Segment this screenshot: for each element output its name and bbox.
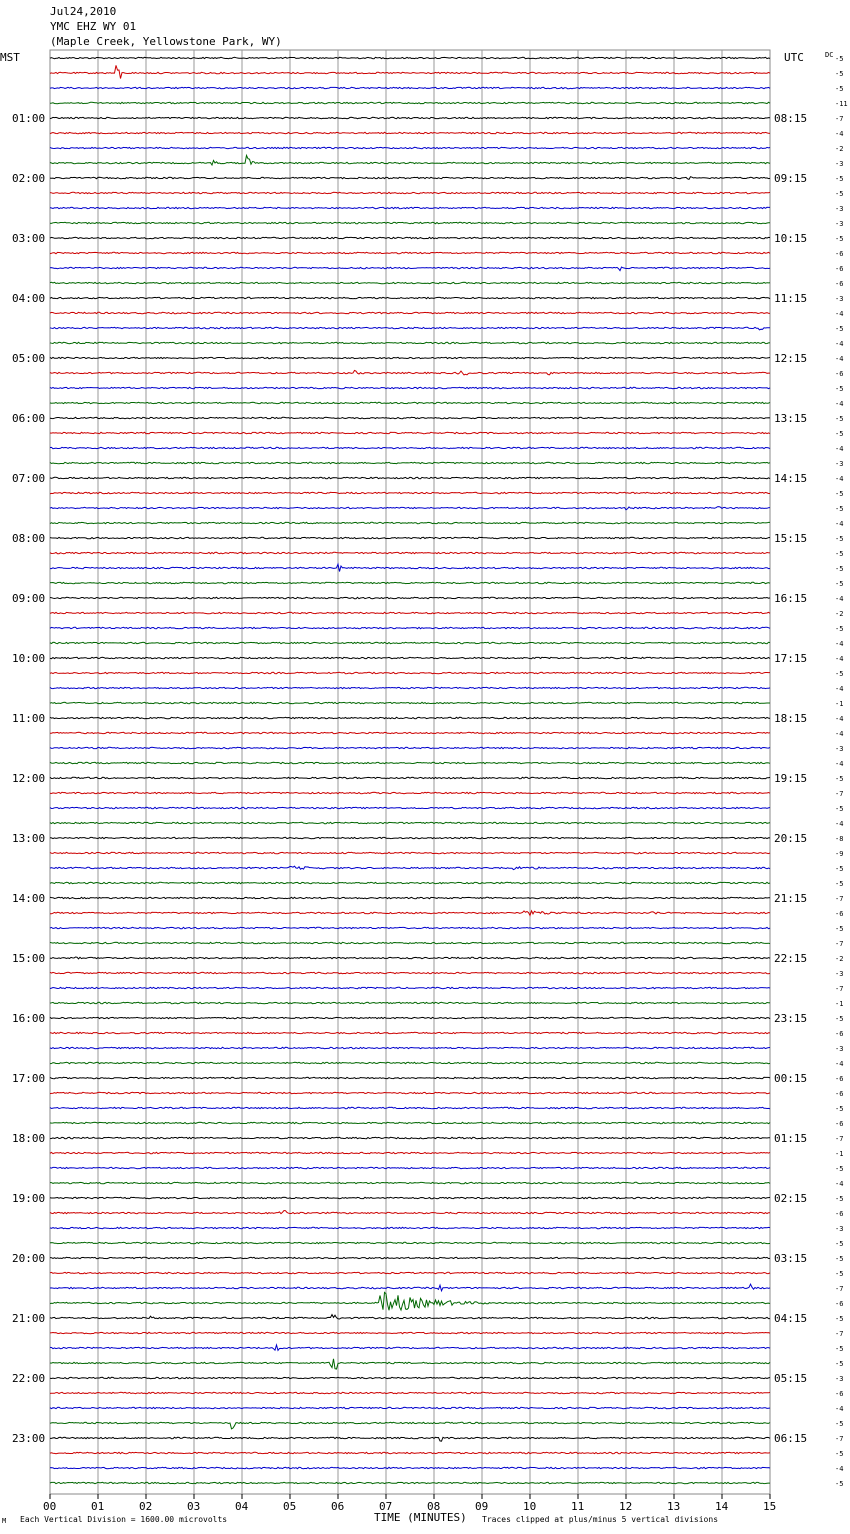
x-tick-label: 05: [283, 1500, 297, 1513]
dc-offset-label: -6: [835, 1300, 844, 1308]
dc-offset-label: -5: [835, 1450, 844, 1458]
trace-row: [50, 447, 770, 448]
x-tick-label: 13: [667, 1500, 681, 1513]
trace-row: [50, 65, 770, 78]
dc-offset-label: -5: [835, 85, 844, 93]
trace-row: [50, 132, 770, 133]
dc-offset-label: -4: [835, 355, 844, 363]
dc-offset-label: -5: [835, 430, 844, 438]
x-tick-label: 08: [427, 1500, 441, 1513]
x-tick-label: 04: [235, 1500, 249, 1513]
dc-offset-label: -6: [835, 1030, 844, 1038]
trace-row: [50, 1377, 770, 1378]
dc-offset-label: -5: [835, 55, 844, 63]
utc-hour-label: 08:15: [774, 112, 808, 125]
trace-row: [50, 1407, 770, 1408]
dc-offset-label: -3: [835, 205, 844, 213]
dc-offset-label: -3: [835, 970, 844, 978]
x-tick-label: 09: [475, 1500, 489, 1513]
trace-row: [50, 957, 770, 959]
utc-hour-label: 05:15: [774, 1372, 808, 1385]
trace-row: [50, 1227, 770, 1228]
utc-hour-label: 20:15: [774, 832, 808, 845]
dc-label: DC: [825, 51, 834, 59]
station-code: YMC EHZ WY 01: [50, 20, 137, 33]
dc-offset-label: -6: [835, 370, 844, 378]
dc-offset-label: -5: [835, 70, 844, 78]
trace-row: [50, 852, 770, 853]
mst-hour-label: 17:00: [12, 1072, 46, 1085]
trace-row: [50, 537, 770, 538]
mst-hour-label: 23:00: [12, 1432, 46, 1445]
dc-offset-label: -7: [835, 1135, 844, 1143]
dc-offset-label: -4: [835, 820, 844, 828]
trace-row: [50, 1047, 770, 1048]
utc-hour-label: 04:15: [774, 1312, 808, 1325]
dc-offset-label: -4: [835, 655, 844, 663]
trace-row: [50, 282, 770, 283]
dc-offset-label: -5: [835, 1105, 844, 1113]
trace-row: [50, 462, 770, 463]
dc-offset-label: -5: [835, 865, 844, 873]
trace-row: [50, 792, 770, 793]
trace-row: [50, 1315, 770, 1319]
utc-hour-label: 10:15: [774, 232, 808, 245]
mst-hour-label: 21:00: [12, 1312, 46, 1325]
trace-row: [50, 477, 770, 478]
trace-row: [50, 1467, 770, 1468]
dc-offset-label: -5: [835, 1255, 844, 1263]
utc-axis-label: UTC: [784, 51, 804, 64]
dc-offset-label: -5: [835, 325, 844, 333]
dc-offset-label: -5: [835, 1420, 844, 1428]
dc-offset-label: -6: [835, 1210, 844, 1218]
trace-row: [50, 1332, 770, 1333]
trace-row: [50, 582, 770, 583]
trace-row: [50, 1122, 770, 1123]
dc-offset-label: -4: [835, 1465, 844, 1473]
trace-row: [50, 1359, 770, 1369]
dc-offset-label: -4: [835, 730, 844, 738]
trace-row: [50, 657, 770, 658]
mst-hour-label: 20:00: [12, 1252, 46, 1265]
dc-offset-label: -5: [835, 535, 844, 543]
utc-hour-label: 02:15: [774, 1192, 808, 1205]
trace-row: [50, 522, 770, 523]
x-tick-label: 02: [139, 1500, 153, 1513]
utc-hour-label: 19:15: [774, 772, 808, 785]
utc-hour-label: 14:15: [774, 472, 808, 485]
mst-hour-label: 05:00: [12, 352, 46, 365]
mst-hour-label: 19:00: [12, 1192, 46, 1205]
dc-offset-label: -2: [835, 610, 844, 618]
mst-hour-label: 13:00: [12, 832, 46, 845]
trace-row: [50, 267, 770, 271]
trace-row: [50, 102, 770, 103]
mst-hour-label: 06:00: [12, 412, 46, 425]
trace-row: [50, 911, 770, 916]
station-location: (Maple Creek, Yellowstone Park, WY): [50, 35, 282, 48]
trace-row: [50, 822, 770, 823]
dc-offset-label: -5: [835, 880, 844, 888]
dc-offset-label: -3: [835, 745, 844, 753]
dc-offset-label: -5: [835, 1360, 844, 1368]
utc-hour-label: 16:15: [774, 592, 808, 605]
utc-hour-label: 06:15: [774, 1432, 808, 1445]
dc-offset-label: -9: [835, 850, 844, 858]
trace-row: [50, 897, 770, 898]
trace-row: [50, 237, 770, 238]
dc-offset-label: -2: [835, 955, 844, 963]
x-tick-label: 07: [379, 1500, 393, 1513]
dc-offset-label: -3: [835, 460, 844, 468]
trace-row: [50, 552, 770, 553]
trace-row: [50, 297, 770, 298]
dc-offset-label: -3: [835, 160, 844, 168]
dc-offset-label: -6: [835, 1090, 844, 1098]
x-tick-label: 14: [715, 1500, 729, 1513]
utc-hour-label: 17:15: [774, 652, 808, 665]
dc-offset-label: -4: [835, 400, 844, 408]
scale-note: Each Vertical Division = 1600.00 microvolts: [20, 1515, 228, 1524]
dc-offset-label: -6: [835, 280, 844, 288]
dc-offset-label: -6: [835, 265, 844, 273]
trace-row: [50, 627, 770, 628]
trace-row: [50, 492, 770, 493]
mst-axis-label: MST: [0, 51, 20, 64]
trace-row: [50, 402, 770, 403]
trace-row: [50, 1392, 770, 1393]
dc-offset-label: -5: [835, 580, 844, 588]
dc-offset-label: -5: [835, 190, 844, 198]
x-tick-label: 06: [331, 1500, 345, 1513]
trace-row: [50, 1077, 770, 1078]
dc-offset-label: -4: [835, 340, 844, 348]
utc-hour-label: 03:15: [774, 1252, 808, 1265]
mst-hour-label: 11:00: [12, 712, 46, 725]
dc-offset-label: -5: [835, 1165, 844, 1173]
dc-offset-label: -4: [835, 715, 844, 723]
mst-hour-label: 14:00: [12, 892, 46, 905]
dc-offset-label: -5: [835, 1315, 844, 1323]
dc-offset-label: -5: [835, 1015, 844, 1023]
traces: [50, 57, 770, 1483]
trace-row: [50, 155, 770, 165]
trace-row: [50, 972, 770, 973]
trace-row: [50, 1211, 770, 1214]
trace-row: [50, 1062, 770, 1063]
dc-offset-label: -7: [835, 895, 844, 903]
mst-hour-label: 07:00: [12, 472, 46, 485]
mst-hour-label: 16:00: [12, 1012, 46, 1025]
trace-row: [50, 597, 770, 598]
mst-hour-label: 08:00: [12, 532, 46, 545]
dc-offset-label: -4: [835, 640, 844, 648]
dc-offset-label: -5: [835, 175, 844, 183]
dc-offset-label: -4: [835, 760, 844, 768]
trace-row: [50, 942, 770, 943]
trace-row: [50, 147, 770, 148]
mst-hour-label: 04:00: [12, 292, 46, 305]
trace-row: [50, 866, 770, 869]
trace-row: [50, 1167, 770, 1168]
trace-row: [50, 252, 770, 253]
trace-row: [50, 1292, 770, 1310]
mst-hour-label: 18:00: [12, 1132, 46, 1145]
dc-offset-label: -5: [835, 1195, 844, 1203]
trace-row: [50, 1002, 770, 1003]
trace-row: [50, 1345, 770, 1350]
dc-offset-label: -6: [835, 1390, 844, 1398]
dc-offset-label: -6: [835, 1120, 844, 1128]
trace-row: [50, 702, 770, 703]
trace-row: [50, 327, 770, 330]
dc-offset-label: -5: [835, 775, 844, 783]
mst-hour-label: 01:00: [12, 112, 46, 125]
dc-offset-label: -7: [835, 790, 844, 798]
dc-offset-label: -6: [835, 910, 844, 918]
trace-row: [50, 642, 770, 643]
dc-offset-label: -5: [835, 505, 844, 513]
dc-offset-label: -1: [835, 1150, 844, 1158]
x-tick-label: 10: [523, 1500, 537, 1513]
dc-offset-label: -3: [835, 220, 844, 228]
x-tick-label: 12: [619, 1500, 633, 1513]
dc-offset-label: -11: [835, 100, 848, 108]
trace-row: [50, 57, 770, 58]
dc-offset-label: -5: [835, 490, 844, 498]
chart-date: Jul24,2010: [50, 5, 117, 18]
trace-row: [50, 177, 770, 180]
dc-offset-label: -5: [835, 925, 844, 933]
trace-row: [50, 807, 770, 808]
mst-hour-label: 02:00: [12, 172, 46, 185]
x-tick-label: 01: [91, 1500, 105, 1513]
dc-offset-label: -6: [835, 1075, 844, 1083]
trace-row: [50, 117, 770, 118]
dc-offset-label: -5: [835, 670, 844, 678]
trace-row: [50, 1197, 770, 1198]
dc-offset-label: -5: [835, 565, 844, 573]
dc-offset-label: -1: [835, 700, 844, 708]
trace-row: [50, 1107, 770, 1108]
trace-row: [50, 1137, 770, 1138]
trace-row: [50, 312, 770, 313]
trace-row: [50, 732, 770, 733]
mst-hour-label: 12:00: [12, 772, 46, 785]
trace-row: [50, 342, 770, 343]
utc-hour-label: 23:15: [774, 1012, 808, 1025]
dc-offset-label: -5: [835, 385, 844, 393]
dc-offset-label: -4: [835, 310, 844, 318]
trace-row: [50, 564, 770, 571]
dc-offset-label: -7: [835, 940, 844, 948]
trace-row: [50, 777, 770, 778]
clip-note: Traces clipped at plus/minus 5 vertical divisions: [482, 1515, 719, 1524]
x-tick-label: 00: [43, 1500, 57, 1513]
trace-row: [50, 927, 770, 928]
utc-hour-label: 15:15: [774, 532, 808, 545]
dc-offset-label: -4: [835, 475, 844, 483]
trace-row: [50, 672, 770, 673]
utc-hour-label: 13:15: [774, 412, 808, 425]
mst-hour-label: 22:00: [12, 1372, 46, 1385]
mst-hour-label: 09:00: [12, 592, 46, 605]
trace-row: [50, 370, 770, 375]
dc-offset-label: -5: [835, 625, 844, 633]
trace-row: [50, 1422, 770, 1429]
utc-hour-label: 01:15: [774, 1132, 808, 1145]
dc-offset-label: -7: [835, 1285, 844, 1293]
mst-hour-label: 03:00: [12, 232, 46, 245]
dc-offset-label: -6: [835, 250, 844, 258]
trace-row: [50, 1257, 770, 1258]
trace-row: [50, 882, 770, 883]
trace-row: [50, 987, 770, 988]
trace-row: [50, 717, 770, 718]
dc-offset-label: -3: [835, 1225, 844, 1233]
plot-frame: [50, 50, 770, 1494]
utc-hour-label: 11:15: [774, 292, 808, 305]
dc-offset-label: -5: [835, 1480, 844, 1488]
trace-row: [50, 192, 770, 193]
trace-row: [50, 417, 770, 418]
trace-row: [50, 1092, 770, 1093]
utc-hour-label: 00:15: [774, 1072, 808, 1085]
dc-offset-label: -5: [835, 805, 844, 813]
dc-offset-label: -4: [835, 520, 844, 528]
trace-row: [50, 1284, 770, 1291]
trace-row: [50, 687, 770, 688]
trace-row: [50, 1437, 770, 1441]
dc-offset-label: -4: [835, 445, 844, 453]
trace-row: [50, 222, 770, 223]
trace-row: [50, 1182, 770, 1183]
x-tick-label: 03: [187, 1500, 201, 1513]
labels: [0, 51, 848, 1513]
trace-row: [50, 762, 770, 763]
trace-row: [50, 1452, 770, 1453]
trace-row: [50, 507, 770, 510]
trace-row: [50, 1242, 770, 1243]
dc-offset-label: -4: [835, 685, 844, 693]
trace-row: [50, 357, 770, 358]
x-axis-title: TIME (MINUTES): [374, 1511, 467, 1524]
dc-offset-label: -5: [835, 1345, 844, 1353]
utc-hour-label: 09:15: [774, 172, 808, 185]
dc-offset-label: -4: [835, 130, 844, 138]
mst-hour-label: 15:00: [12, 952, 46, 965]
dc-offset-label: -4: [835, 1405, 844, 1413]
utc-hour-label: 21:15: [774, 892, 808, 905]
trace-row: [50, 87, 770, 88]
dc-offset-label: -5: [835, 235, 844, 243]
trace-row: [50, 1032, 770, 1033]
dc-offset-label: -7: [835, 985, 844, 993]
dc-offset-label: -5: [835, 1270, 844, 1278]
x-tick-label: 15: [763, 1500, 777, 1513]
trace-row: [50, 837, 770, 838]
trace-row: [50, 1017, 770, 1018]
dc-offset-label: -3: [835, 295, 844, 303]
dc-offset-label: -4: [835, 1180, 844, 1188]
dc-offset-label: -5: [835, 1240, 844, 1248]
dc-offset-label: -2: [835, 145, 844, 153]
dc-offset-label: -3: [835, 1045, 844, 1053]
dc-offset-label: -4: [835, 1060, 844, 1068]
dc-offset-label: -3: [835, 1375, 844, 1383]
dc-offset-label: -5: [835, 415, 844, 423]
dc-offset-label: -7: [835, 115, 844, 123]
dc-offset-label: -7: [835, 1330, 844, 1338]
trace-row: [50, 1152, 770, 1153]
dc-offset-label: -4: [835, 595, 844, 603]
dc-offset-label: -8: [835, 835, 844, 843]
dc-offset-label: -1: [835, 1000, 844, 1008]
dc-offset-label: -7: [835, 1435, 844, 1443]
trace-row: [50, 387, 770, 388]
trace-row: [50, 747, 770, 748]
trace-row: [50, 432, 770, 433]
utc-hour-label: 12:15: [774, 352, 808, 365]
mst-hour-label: 10:00: [12, 652, 46, 665]
x-tick-label: 11: [571, 1500, 585, 1513]
dc-offset-label: -5: [835, 550, 844, 558]
trace-row: [50, 1272, 770, 1273]
corner-mark: M: [2, 1517, 7, 1525]
utc-hour-label: 22:15: [774, 952, 808, 965]
utc-hour-label: 18:15: [774, 712, 808, 725]
trace-row: [50, 1482, 770, 1483]
trace-row: [50, 612, 770, 613]
trace-row: [50, 207, 770, 208]
